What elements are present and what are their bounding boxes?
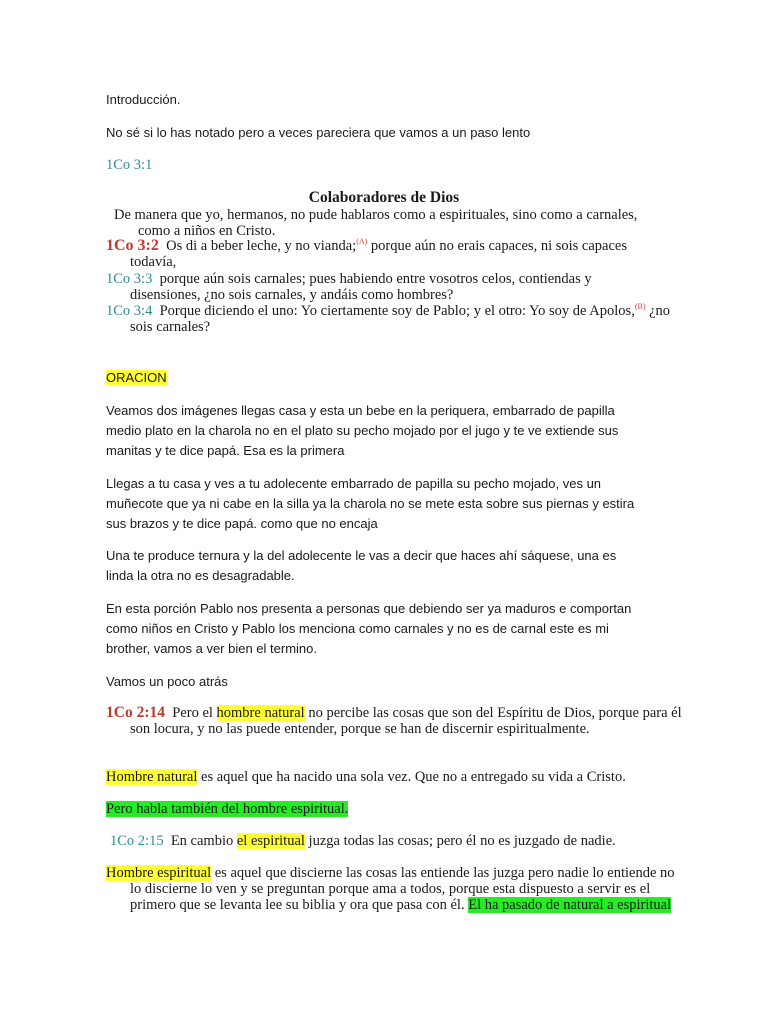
- highlight-hombre-natural: hombre natural: [216, 705, 305, 721]
- intro-line: No sé si lo has notado pero a veces pareciera que vamos a un paso lento: [106, 125, 531, 140]
- verse-1co-3-3-text: porque aún sois carnales; pues habiendo entre vosotros celos, contiendas y disensiones, ¿no sois carnales, y andáis como hombres?: [130, 271, 592, 303]
- verse-1co-2-14-text-b: no percibe las cosas que son del Espíritu de Dios, porque para él son locura, y no las puede entender, porque se han de discernir espiritualmente.: [130, 705, 682, 737]
- verse-ref-1co-3-4: 1Co 3:4: [106, 303, 153, 319]
- verse-ref-1co-3-3: 1Co 3:3: [106, 271, 153, 287]
- natural-definition: [106, 769, 666, 785]
- verse-1co-3-2: [106, 238, 670, 270]
- paragraph-3: Una te produce ternura y la del adolecente le vas a decir que haces ahí sáquese, una es linda la otra no es desagradable.: [106, 548, 617, 583]
- verse-1co-3-2-text-a: Os di a beber leche, y no vianda;: [166, 238, 357, 254]
- highlight-natural-a-espiritual: El ha pasado de natural a espiritual: [468, 897, 672, 913]
- verse-ref-1co-2-14: 1Co 2:14: [106, 704, 165, 721]
- green-highlight-line: Pero habla también del hombre espiritual.: [106, 801, 349, 817]
- verse-1co-2-15-text-a: En cambio: [170, 833, 237, 849]
- green-line: [106, 801, 666, 817]
- natural-definition-text: es aquel que ha nacido una sola vez. Que no a entregado su vida a Cristo.: [197, 769, 626, 785]
- section-title: Colaboradores de Dios: [308, 189, 460, 206]
- spiritual-definition: [106, 865, 680, 913]
- paragraph-5: Vamos un poco atrás: [106, 674, 228, 689]
- verse-1co-2-14-text-a: Pero el: [172, 705, 217, 721]
- verse-ref-1co-3-2: 1Co 3:2: [106, 237, 159, 254]
- highlight-hombre-espiritual: Hombre espiritual: [106, 865, 212, 881]
- verse-1co-2-15-text-b: juzga todas las cosas; pero él no es juzgado de nadie.: [304, 833, 616, 849]
- intro-heading: Introducción.: [106, 92, 181, 107]
- verse-1co-3-3: [106, 271, 660, 303]
- oracion-highlight: ORACION: [106, 370, 167, 385]
- paragraph-4: En esta porción Pablo nos presenta a personas que debiendo ser ya maduros e comportan como niños en Cristo y Pablo los menciona como carnales y no es de carnal este es mi brother, vamos a ver bien el termino.: [106, 601, 632, 656]
- verse-1co-2-14: [106, 705, 690, 737]
- verse-1co-3-2-text-b: porque aún no erais capaces, ni sois capaces todavía,: [130, 238, 627, 270]
- footnote-marker-b: (B): [634, 302, 646, 312]
- verse-1co-3-4-text-a: Porque diciendo el uno: Yo ciertamente soy de Pablo; y el otro: Yo soy de Apolos,: [159, 303, 635, 319]
- spiritual-definition-text: es aquel que discierne las cosas las entiende las juzga pero nadie lo entiende no lo discierne lo ven y se preguntan porque ama a todos, porque esta dispuesto a servir es el primero que se levanta lee su biblia y ora que pasa con él.: [130, 865, 675, 913]
- verse-ref-1co-2-15: 1Co 2:15: [110, 833, 164, 849]
- verse-1co-3-4-text-b: ¿no sois carnales?: [130, 303, 671, 335]
- paragraph-1: Veamos dos imágenes llegas casa y esta un bebe en la periquera, embarrado de papilla medio plato en la charola no en el plato su pecho mojado por el jugo y te ve extiende sus manitas y te dice papá. Esa es la primera: [106, 403, 619, 458]
- oracion-label: [106, 368, 666, 388]
- verse-ref-1co-3-1: 1Co 3:1: [106, 157, 153, 173]
- footnote-marker-a: (A): [356, 237, 368, 247]
- highlight-hombre-natural-def: Hombre natural: [106, 769, 198, 785]
- verse-1co-3-4: [106, 303, 690, 335]
- verse-1co-3-1-text: De manera que yo, hermanos, no pude hablaros como a espirituales, sino como a carnales, como a niños en Cristo.: [114, 207, 638, 239]
- paragraph-2: Llegas a tu casa y ves a tu adolecente embarrado de papilla su pecho mojado, ves un muñecote que ya ni cabe en la silla ya la charola no se mete esta sobre sus piernas y estira sus brazos y te dice papá. como que no encaja: [106, 476, 635, 531]
- verse-1co-2-15: [110, 833, 670, 849]
- highlight-el-espiritual: el espiritual: [236, 833, 305, 849]
